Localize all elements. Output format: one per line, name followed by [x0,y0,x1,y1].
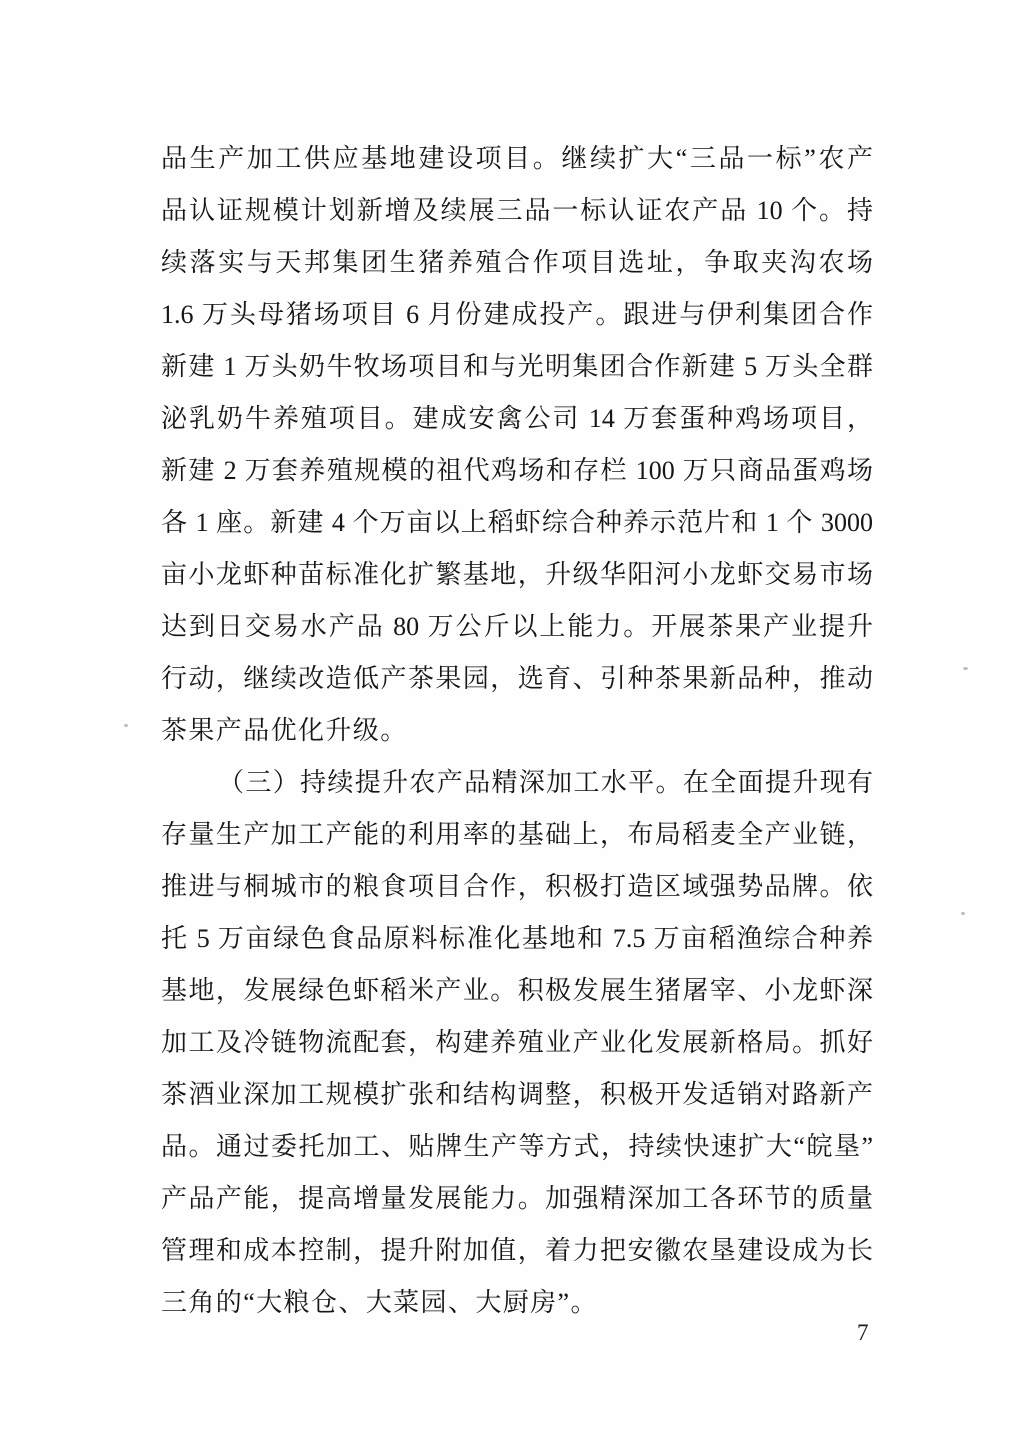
text-line: 达到日交易水产品 80 万公斤以上能力。开展茶果产业提升 [161,612,873,641]
text-line: 基地，发展绿色虾稻米产业。积极发展生猪屠宰、小龙虾深 [161,976,873,1005]
scan-noise-speck [961,912,965,915]
text-line: 品。通过委托加工、贴牌生产等方式，持续快速扩大“皖垦” [161,1132,873,1161]
text-line: 茶果产品优化升级。 [161,716,408,745]
text-line: 存量生产加工产能的利用率的基础上，布局稻麦全产业链， [161,820,873,849]
text-line: 管理和成本控制，提升附加值，着力把安徽农垦建设成为长 [161,1236,873,1265]
text-line: 各 1 座。新建 4 个万亩以上稻虾综合种养示范片和 1 个 3000 [161,508,873,537]
text-line: 续落实与天邦集团生猪养殖合作项目选址，争取夹沟农场 [161,248,873,277]
text-line: 泌乳奶牛养殖项目。建成安禽公司 14 万套蛋种鸡场项目， [161,404,873,433]
text-line: （三）持续提升农产品精深加工水平。在全面提升现有 [218,768,873,797]
scan-noise-speck [124,724,128,727]
text-line: 加工及冷链物流配套，构建养殖业产业化发展新格局。抓好 [161,1028,873,1057]
text-line: 亩小龙虾种苗标准化扩繁基地，升级华阳河小龙虾交易市场 [161,560,873,589]
scan-noise-speck [963,667,968,670]
text-line: 行动，继续改造低产茶果园，选育、引种茶果新品种，推动 [161,664,873,693]
text-line: 品生产加工供应基地建设项目。继续扩大“三品一标”农产 [161,144,873,173]
text-line: 托 5 万亩绿色食品原料标准化基地和 7.5 万亩稻渔综合种养 [161,924,873,953]
page-number: 7 [857,1320,869,1345]
text-line: 品认证规模计划新增及续展三品一标认证农产品 10 个。持 [161,196,873,225]
text-line: 新建 2 万套养殖规模的祖代鸡场和存栏 100 万只商品蛋鸡场 [161,456,873,485]
text-line: 1.6 万头母猪场项目 6 月份建成投产。跟进与伊利集团合作 [161,300,873,329]
text-line: 茶酒业深加工规模扩张和结构调整，积极开发适销对路新产 [161,1080,873,1109]
document-body [161,133,873,1329]
text-line: 新建 1 万头奶牛牧场项目和与光明集团合作新建 5 万头全群 [161,352,873,381]
text-line: 推进与桐城市的粮食项目合作，积极打造区域强势品牌。依 [161,872,873,901]
text-line: 三角的“大粮仓、大菜园、大厨房”。 [161,1288,598,1317]
text-line: 产品产能，提高增量发展能力。加强精深加工各环节的质量 [161,1184,873,1213]
